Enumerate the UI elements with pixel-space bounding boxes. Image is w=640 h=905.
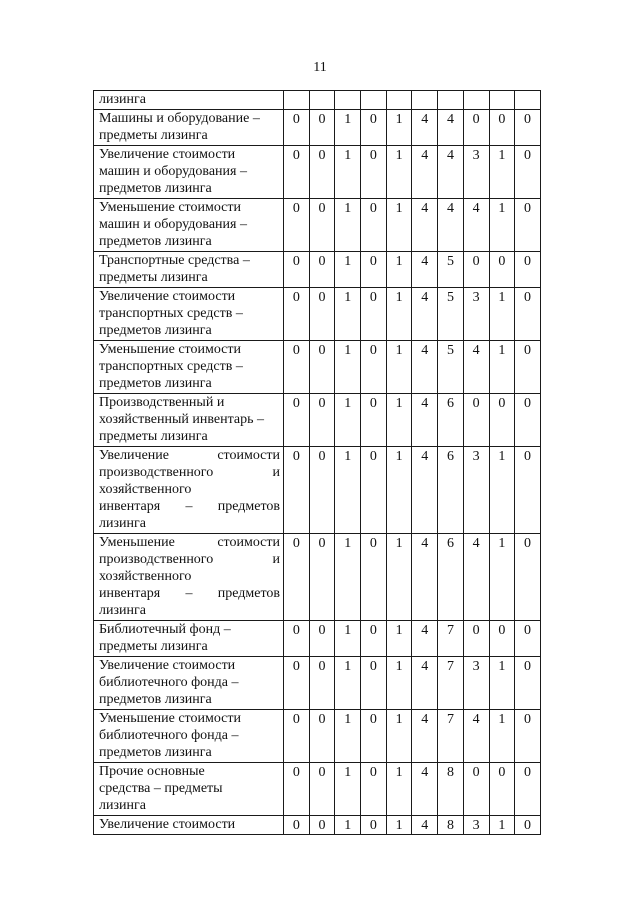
code-digit-cell: 8 bbox=[438, 816, 464, 835]
code-digit-cell: 1 bbox=[489, 816, 515, 835]
code-digit-cell: 4 bbox=[412, 394, 438, 447]
code-digit-cell: 0 bbox=[361, 199, 387, 252]
code-digit-cell: 5 bbox=[438, 288, 464, 341]
code-digit-cell: 0 bbox=[515, 110, 541, 146]
code-digit-cell: 1 bbox=[489, 288, 515, 341]
row-name-line: транспортных средств – bbox=[99, 359, 243, 374]
code-digit-cell: 1 bbox=[489, 199, 515, 252]
code-digit-cell: 1 bbox=[335, 621, 361, 657]
row-name-line: предметов лизинга bbox=[99, 376, 212, 391]
row-name-line: Уменьшение стоимости bbox=[99, 342, 241, 357]
table-row bbox=[94, 816, 541, 835]
row-name-line: Производственный и bbox=[99, 395, 225, 410]
code-digit-cell: 0 bbox=[284, 657, 310, 710]
row-name-cell bbox=[94, 621, 284, 657]
code-digit-cell: 0 bbox=[284, 199, 310, 252]
code-digit-cell bbox=[515, 91, 541, 110]
row-name-line: хозяйственного bbox=[99, 482, 192, 497]
row-name-line: инвентаря – предметов bbox=[99, 586, 280, 601]
code-digit-cell: 4 bbox=[463, 534, 489, 621]
table-row bbox=[94, 110, 541, 146]
table-row bbox=[94, 288, 541, 341]
code-digit-cell: 0 bbox=[284, 621, 310, 657]
code-digit-cell: 0 bbox=[361, 146, 387, 199]
row-name-line: предметов лизинга bbox=[99, 234, 212, 249]
code-digit-cell: 0 bbox=[309, 394, 335, 447]
table-row bbox=[94, 341, 541, 394]
code-digit-cell bbox=[489, 91, 515, 110]
code-digit-cell: 0 bbox=[284, 447, 310, 534]
table-row bbox=[94, 146, 541, 199]
code-digit-cell: 0 bbox=[515, 447, 541, 534]
row-name-line: инвентаря – предметов bbox=[99, 499, 280, 514]
table-row bbox=[94, 394, 541, 447]
row-name-line: средства – предметы bbox=[99, 781, 223, 796]
code-digit-cell: 0 bbox=[361, 447, 387, 534]
code-digit-cell: 7 bbox=[438, 621, 464, 657]
row-name-line: предметов лизинга bbox=[99, 745, 212, 760]
code-digit-cell: 4 bbox=[463, 341, 489, 394]
row-name-line: транспортных средств – bbox=[99, 306, 243, 321]
table-row bbox=[94, 763, 541, 816]
code-digit-cell: 4 bbox=[412, 341, 438, 394]
code-digit-cell: 0 bbox=[489, 763, 515, 816]
code-digit-cell: 1 bbox=[335, 534, 361, 621]
table-row bbox=[94, 710, 541, 763]
row-name-line: Транспортные средства – bbox=[99, 253, 250, 268]
code-digit-cell bbox=[284, 91, 310, 110]
table-row bbox=[94, 657, 541, 710]
code-digit-cell: 1 bbox=[386, 394, 412, 447]
code-digit-cell: 3 bbox=[463, 816, 489, 835]
code-digit-cell: 1 bbox=[489, 657, 515, 710]
code-digit-cell: 0 bbox=[515, 763, 541, 816]
code-digit-cell: 1 bbox=[335, 710, 361, 763]
row-name-cell bbox=[94, 146, 284, 199]
row-name-cell bbox=[94, 763, 284, 816]
code-digit-cell: 0 bbox=[515, 288, 541, 341]
code-digit-cell: 0 bbox=[309, 621, 335, 657]
row-name-line: Увеличение стоимости bbox=[99, 289, 236, 304]
code-digit-cell: 1 bbox=[335, 288, 361, 341]
code-digit-cell: 4 bbox=[412, 763, 438, 816]
code-digit-cell: 0 bbox=[284, 710, 310, 763]
code-digit-cell bbox=[463, 91, 489, 110]
row-name-line: библиотечного фонда – bbox=[99, 675, 239, 690]
code-digit-cell: 0 bbox=[284, 146, 310, 199]
code-digit-cell: 0 bbox=[515, 341, 541, 394]
row-name-line: предметы лизинга bbox=[99, 639, 208, 654]
code-digit-cell: 1 bbox=[335, 657, 361, 710]
row-name-cell bbox=[94, 447, 284, 534]
row-name-line: Библиотечный фонд – bbox=[99, 622, 231, 637]
row-name-line: производственного и bbox=[99, 465, 280, 480]
row-name-line: машин и оборудования – bbox=[99, 164, 247, 179]
row-name-line: предметы лизинга bbox=[99, 429, 208, 444]
row-name-cell bbox=[94, 288, 284, 341]
code-digit-cell: 8 bbox=[438, 763, 464, 816]
row-name-cell bbox=[94, 657, 284, 710]
code-digit-cell: 0 bbox=[309, 199, 335, 252]
code-digit-cell: 0 bbox=[489, 394, 515, 447]
code-digit-cell: 0 bbox=[489, 621, 515, 657]
code-digit-cell: 4 bbox=[412, 252, 438, 288]
code-digit-cell: 0 bbox=[309, 763, 335, 816]
code-digit-cell: 4 bbox=[412, 657, 438, 710]
code-digit-cell: 1 bbox=[489, 341, 515, 394]
code-digit-cell: 1 bbox=[386, 534, 412, 621]
code-digit-cell: 4 bbox=[438, 146, 464, 199]
code-digit-cell bbox=[335, 91, 361, 110]
code-digit-cell: 0 bbox=[515, 534, 541, 621]
table-row bbox=[94, 91, 541, 110]
code-digit-cell: 0 bbox=[284, 288, 310, 341]
code-digit-cell: 4 bbox=[412, 288, 438, 341]
page-number: 11 bbox=[313, 60, 327, 75]
code-digit-cell: 3 bbox=[463, 657, 489, 710]
row-name-cell bbox=[94, 534, 284, 621]
code-digit-cell: 1 bbox=[335, 394, 361, 447]
code-digit-cell: 1 bbox=[386, 447, 412, 534]
code-digit-cell: 0 bbox=[361, 394, 387, 447]
row-name-line: машин и оборудования – bbox=[99, 217, 247, 232]
row-name-line: Прочие основные bbox=[99, 764, 205, 779]
code-digit-cell: 1 bbox=[386, 110, 412, 146]
row-name-line: лизинга bbox=[99, 92, 146, 107]
code-digit-cell: 1 bbox=[489, 146, 515, 199]
table-row bbox=[94, 252, 541, 288]
code-digit-cell: 4 bbox=[412, 816, 438, 835]
code-digit-cell: 0 bbox=[361, 288, 387, 341]
code-digit-cell: 6 bbox=[438, 534, 464, 621]
row-name-line: лизинга bbox=[99, 798, 146, 813]
code-digit-cell: 4 bbox=[412, 146, 438, 199]
code-digit-cell: 4 bbox=[463, 710, 489, 763]
row-name-line: лизинга bbox=[99, 516, 146, 531]
code-digit-cell: 0 bbox=[309, 710, 335, 763]
code-digit-cell: 0 bbox=[515, 199, 541, 252]
code-digit-cell: 1 bbox=[335, 447, 361, 534]
table-body bbox=[94, 91, 541, 835]
code-digit-cell: 0 bbox=[515, 394, 541, 447]
row-name-cell bbox=[94, 710, 284, 763]
code-digit-cell: 3 bbox=[463, 288, 489, 341]
code-digit-cell: 3 bbox=[463, 447, 489, 534]
code-digit-cell: 1 bbox=[386, 816, 412, 835]
code-digit-cell: 1 bbox=[335, 341, 361, 394]
code-digit-cell: 6 bbox=[438, 394, 464, 447]
code-digit-cell: 5 bbox=[438, 252, 464, 288]
code-digit-cell: 1 bbox=[386, 199, 412, 252]
code-digit-cell: 0 bbox=[361, 763, 387, 816]
code-digit-cell: 0 bbox=[309, 146, 335, 199]
code-digit-cell: 0 bbox=[361, 710, 387, 763]
code-digit-cell: 1 bbox=[386, 657, 412, 710]
code-digit-cell: 0 bbox=[515, 621, 541, 657]
row-name-line: предметов лизинга bbox=[99, 181, 212, 196]
code-digit-cell: 1 bbox=[335, 146, 361, 199]
code-digit-cell: 1 bbox=[335, 252, 361, 288]
code-digit-cell: 0 bbox=[284, 763, 310, 816]
row-name-line: Машины и оборудование – bbox=[99, 111, 260, 126]
code-digit-cell: 6 bbox=[438, 447, 464, 534]
code-digit-cell bbox=[412, 91, 438, 110]
code-digit-cell: 0 bbox=[284, 816, 310, 835]
code-digit-cell: 0 bbox=[361, 110, 387, 146]
row-name-line: Уменьшение стоимости bbox=[99, 535, 280, 550]
code-digit-cell: 0 bbox=[515, 816, 541, 835]
row-name-cell bbox=[94, 394, 284, 447]
row-name-cell bbox=[94, 816, 284, 835]
code-digit-cell: 0 bbox=[309, 816, 335, 835]
code-digit-cell: 0 bbox=[284, 110, 310, 146]
code-digit-cell: 0 bbox=[284, 394, 310, 447]
code-digit-cell: 4 bbox=[412, 199, 438, 252]
row-name-line: Увеличение стоимости bbox=[99, 658, 236, 673]
code-digit-cell bbox=[361, 91, 387, 110]
code-digit-cell: 0 bbox=[515, 252, 541, 288]
row-name-line: Уменьшение стоимости bbox=[99, 200, 241, 215]
row-name-line: хозяйственного bbox=[99, 569, 192, 584]
code-digit-cell: 1 bbox=[335, 110, 361, 146]
code-digit-cell bbox=[438, 91, 464, 110]
code-digit-cell: 0 bbox=[463, 394, 489, 447]
row-name-cell bbox=[94, 341, 284, 394]
code-digit-cell: 0 bbox=[361, 341, 387, 394]
code-digit-cell: 0 bbox=[489, 110, 515, 146]
code-digit-cell: 4 bbox=[463, 199, 489, 252]
code-digit-cell: 0 bbox=[309, 657, 335, 710]
row-name-cell bbox=[94, 252, 284, 288]
code-digit-cell: 1 bbox=[489, 447, 515, 534]
code-digit-cell: 0 bbox=[361, 534, 387, 621]
code-digit-cell: 0 bbox=[489, 252, 515, 288]
code-digit-cell: 0 bbox=[309, 288, 335, 341]
code-digit-cell: 1 bbox=[386, 710, 412, 763]
code-digit-cell: 1 bbox=[386, 252, 412, 288]
row-name-line: производственного и bbox=[99, 552, 280, 567]
row-name-cell bbox=[94, 199, 284, 252]
row-name-line: Уменьшение стоимости bbox=[99, 711, 241, 726]
row-name-line: хозяйственный инвентарь – bbox=[99, 412, 264, 427]
code-digit-cell: 0 bbox=[463, 621, 489, 657]
code-digit-cell bbox=[309, 91, 335, 110]
code-digit-cell: 4 bbox=[412, 110, 438, 146]
code-digit-cell: 0 bbox=[361, 657, 387, 710]
code-digit-cell: 1 bbox=[386, 341, 412, 394]
code-digit-cell: 1 bbox=[386, 621, 412, 657]
code-digit-cell: 7 bbox=[438, 657, 464, 710]
row-name-line: предметы лизинга bbox=[99, 128, 208, 143]
row-name-line: Увеличение стоимости bbox=[99, 817, 236, 832]
code-digit-cell: 1 bbox=[386, 763, 412, 816]
code-digit-cell: 0 bbox=[463, 252, 489, 288]
code-digit-cell: 0 bbox=[309, 341, 335, 394]
table-row bbox=[94, 199, 541, 252]
code-digit-cell: 0 bbox=[284, 252, 310, 288]
code-digit-cell: 0 bbox=[309, 534, 335, 621]
budget-codes-table bbox=[93, 90, 541, 835]
code-digit-cell: 0 bbox=[463, 763, 489, 816]
code-digit-cell bbox=[386, 91, 412, 110]
code-digit-cell: 1 bbox=[386, 288, 412, 341]
code-digit-cell: 4 bbox=[438, 199, 464, 252]
code-digit-cell: 4 bbox=[412, 621, 438, 657]
code-digit-cell: 0 bbox=[515, 146, 541, 199]
table-row bbox=[94, 534, 541, 621]
code-digit-cell: 0 bbox=[361, 252, 387, 288]
code-digit-cell: 0 bbox=[284, 341, 310, 394]
code-digit-cell: 1 bbox=[386, 146, 412, 199]
code-digit-cell: 0 bbox=[361, 816, 387, 835]
row-name-line: Увеличение стоимости bbox=[99, 448, 280, 463]
code-digit-cell: 0 bbox=[309, 447, 335, 534]
code-digit-cell: 4 bbox=[412, 710, 438, 763]
code-digit-cell: 0 bbox=[309, 252, 335, 288]
code-digit-cell: 5 bbox=[438, 341, 464, 394]
code-digit-cell: 0 bbox=[361, 621, 387, 657]
code-digit-cell: 7 bbox=[438, 710, 464, 763]
row-name-line: лизинга bbox=[99, 603, 146, 618]
code-digit-cell: 1 bbox=[335, 763, 361, 816]
code-digit-cell: 0 bbox=[463, 110, 489, 146]
code-digit-cell: 0 bbox=[309, 110, 335, 146]
code-digit-cell: 1 bbox=[335, 816, 361, 835]
row-name-cell bbox=[94, 110, 284, 146]
code-digit-cell: 4 bbox=[438, 110, 464, 146]
row-name-line: предметов лизинга bbox=[99, 323, 212, 338]
row-name-line: предметов лизинга bbox=[99, 692, 212, 707]
code-digit-cell: 4 bbox=[412, 447, 438, 534]
row-name-line: библиотечного фонда – bbox=[99, 728, 239, 743]
table-row bbox=[94, 621, 541, 657]
code-digit-cell: 4 bbox=[412, 534, 438, 621]
row-name-line: Увеличение стоимости bbox=[99, 147, 236, 162]
code-digit-cell: 0 bbox=[515, 710, 541, 763]
code-digit-cell: 0 bbox=[284, 534, 310, 621]
code-digit-cell: 1 bbox=[335, 199, 361, 252]
code-digit-cell: 1 bbox=[489, 710, 515, 763]
table-row bbox=[94, 447, 541, 534]
row-name-cell bbox=[94, 91, 284, 110]
code-digit-cell: 1 bbox=[489, 534, 515, 621]
code-digit-cell: 3 bbox=[463, 146, 489, 199]
code-digit-cell: 0 bbox=[515, 657, 541, 710]
row-name-line: предметы лизинга bbox=[99, 270, 208, 285]
